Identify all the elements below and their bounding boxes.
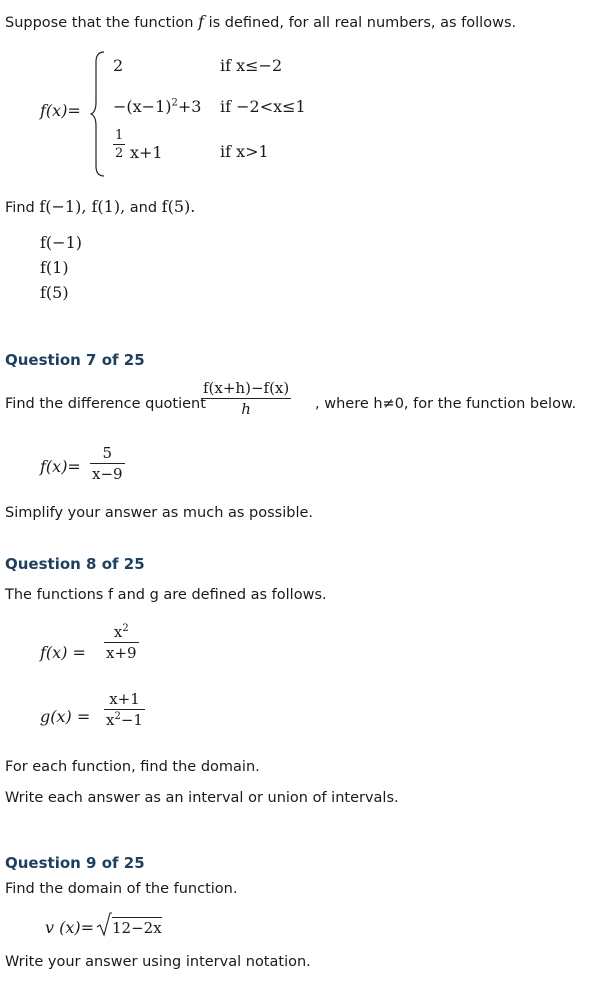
- q9-radicand: 12−2x: [112, 919, 162, 937]
- q7-simplify: Simplify your answer as much as possible.: [5, 505, 314, 521]
- q6-intro: Suppose that the function f is defined, for all real numbers, as follows.: [5, 12, 517, 31]
- answer-f-5[interactable]: f(5): [40, 283, 69, 302]
- answer-f-neg1[interactable]: f(−1): [40, 233, 82, 252]
- q8-intro: The functions f and g are defined as follows.: [5, 587, 327, 603]
- piece3-cond: if x>1: [220, 142, 269, 161]
- answer-f-1[interactable]: f(1): [40, 258, 69, 277]
- q8-line2: Write each answer as an interval or union of intervals.: [5, 790, 399, 806]
- q9-instruction: Write your answer using interval notation.: [5, 954, 311, 970]
- q8-g-fraction: x+1 $x^2-1$: [106, 690, 143, 729]
- q8-f-fraction: $x^2$ x+9: [106, 623, 137, 662]
- piece2-cond: if −2<x≤1: [220, 97, 306, 116]
- difference-quotient: f(x+h)−f(x) h: [203, 379, 290, 418]
- q6-fx-label: f(x)=: [40, 101, 81, 120]
- q8-line1: For each function, find the domain.: [5, 759, 260, 775]
- piece3-fraction: 1 2: [115, 128, 124, 161]
- q8-heading: Question 8 of 25: [5, 555, 145, 573]
- q9-prompt: Find the domain of the function.: [5, 881, 238, 897]
- q9-heading: Question 9 of 25: [5, 854, 145, 872]
- q6-find: Find f(−1), f(1), and f(5).: [5, 197, 196, 216]
- q7-prompt-after: , where h≠0, for the function below.: [315, 396, 577, 412]
- sqrt-symbol-icon: [96, 912, 112, 938]
- q8-g-label: g(x) =: [40, 707, 91, 726]
- piece2-expr: $-(x-1)^2+3$: [113, 97, 202, 116]
- q7-fx-label: f(x)=: [40, 457, 81, 476]
- piece1-cond: if x≤−2: [220, 56, 283, 75]
- piece1-expr: 2: [113, 56, 124, 75]
- piecewise-brace: [90, 50, 106, 178]
- q7-fx-fraction: 5 x−9: [92, 444, 123, 483]
- q7-prompt-before: Find the difference quotient: [5, 396, 206, 412]
- q7-heading: Question 7 of 25: [5, 351, 145, 369]
- q8-f-label: f(x) =: [40, 643, 86, 662]
- q9-fx-label: v (x)=: [45, 918, 95, 937]
- piece3-tail: x+1: [130, 143, 163, 162]
